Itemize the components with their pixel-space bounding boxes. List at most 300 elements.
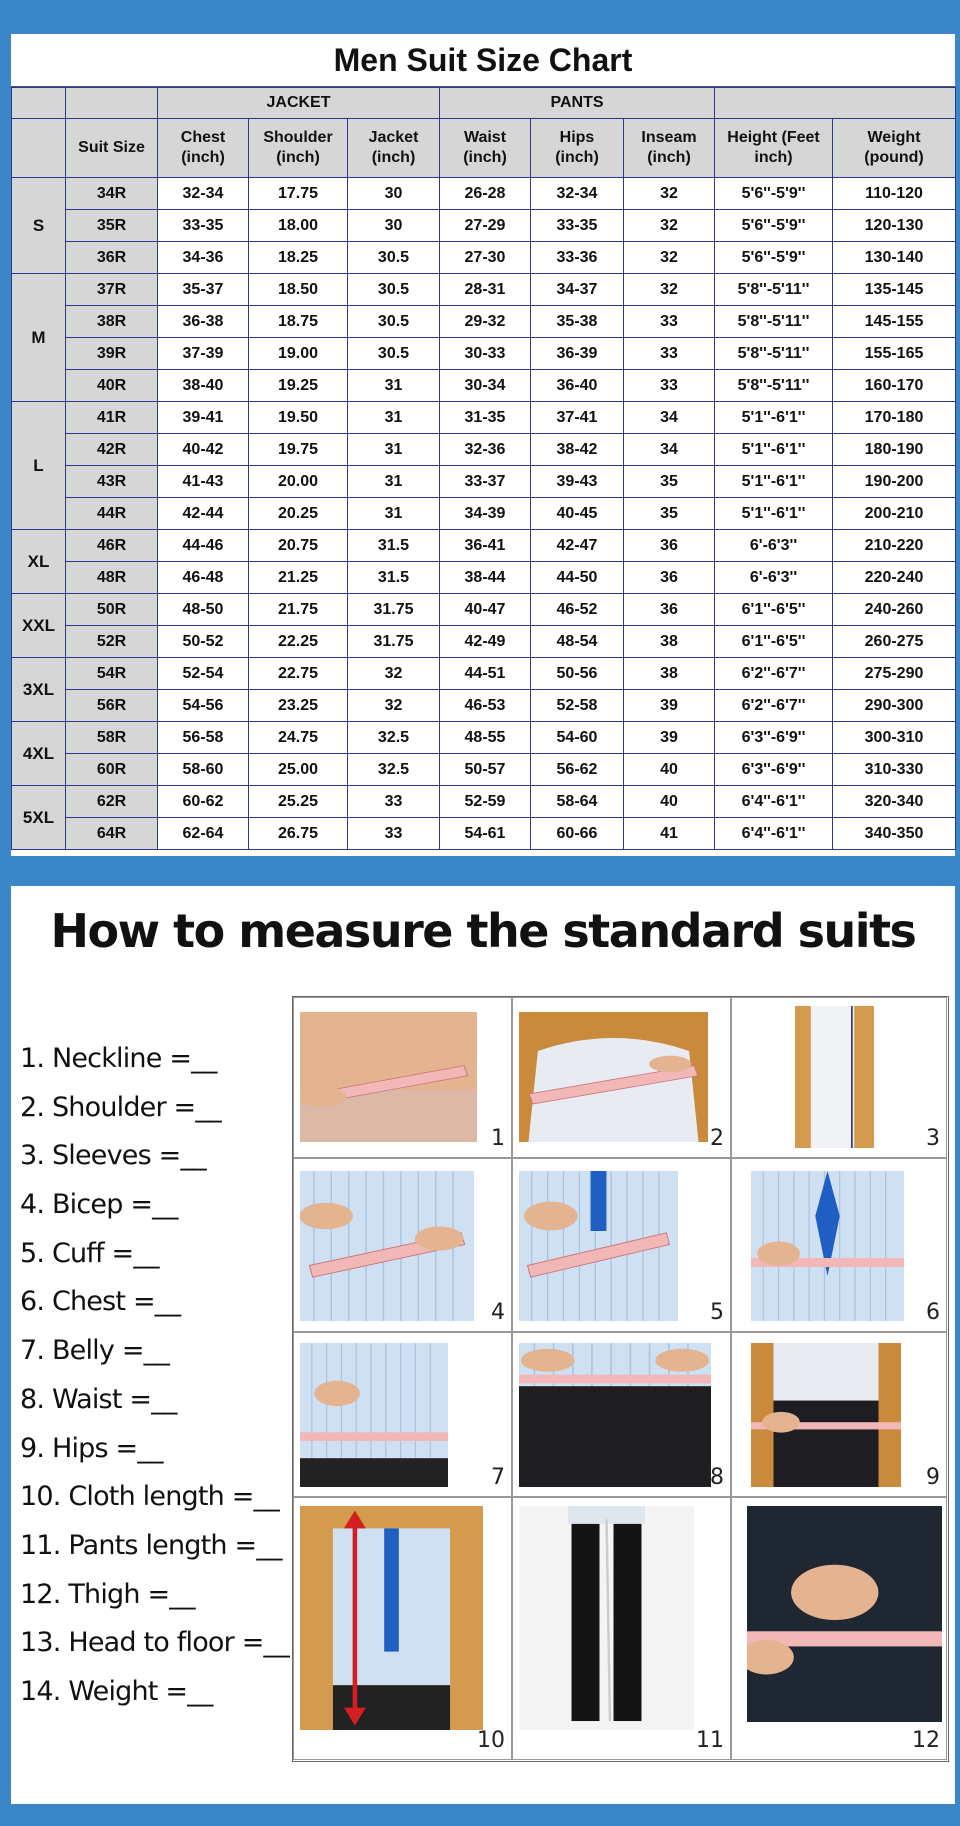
cell-height: 5'6''-5'9'': [715, 178, 833, 210]
cell-height: 6'1''-6'5'': [715, 594, 833, 626]
cell-hips: 50-56: [531, 658, 624, 690]
cell-height: 6'-6'3'': [715, 530, 833, 562]
cell-inseam: 35: [624, 466, 715, 498]
table-row: [12, 530, 956, 562]
photo-cell: [293, 1497, 512, 1760]
header-line: Jacket: [368, 129, 419, 146]
cell-chest: 40-42: [158, 434, 249, 466]
cell-shoulder: 17.75: [249, 178, 348, 210]
header-line: Weight: [867, 129, 921, 146]
table-row: [12, 658, 956, 690]
photo-cell: [293, 997, 512, 1158]
cell-inseam: 39: [624, 690, 715, 722]
cell-chest: 56-58: [158, 722, 249, 754]
cell-jacket-length: 30.5: [348, 338, 440, 370]
measurement-item: 14. Weight =__: [20, 1675, 213, 1707]
column-header-jacket: [348, 119, 440, 178]
cell-hips: 54-60: [531, 722, 624, 754]
cell-shoulder: 25.00: [249, 754, 348, 786]
column-header-waist: [440, 119, 531, 178]
pants-length-photo: [519, 1506, 694, 1730]
belly-photo: [300, 1343, 448, 1487]
cell-waist: 50-57: [440, 754, 531, 786]
header-line: Shoulder: [263, 129, 333, 146]
photo-number: 12: [912, 1728, 940, 1753]
column-header-suit-size: [66, 119, 158, 178]
cell-hips: 33-35: [531, 210, 624, 242]
cell-suit-size: 34R: [66, 178, 158, 210]
table-row: [12, 562, 956, 594]
cuff-photo: [519, 1171, 678, 1321]
cell-weight: 170-180: [833, 402, 956, 434]
cell-weight: 240-260: [833, 594, 956, 626]
table-row: [12, 754, 956, 786]
bicep-photo: [300, 1171, 474, 1321]
shoulder-photo: [519, 1012, 708, 1142]
cell-shoulder: 19.50: [249, 402, 348, 434]
cell-suit-size: 56R: [66, 690, 158, 722]
cell-jacket-length: 31: [348, 498, 440, 530]
cell-suit-size: 60R: [66, 754, 158, 786]
cell-shoulder: 23.25: [249, 690, 348, 722]
header-line: Hips: [559, 129, 595, 146]
size-group-label: XXL: [12, 594, 66, 658]
cell-suit-size: 46R: [66, 530, 158, 562]
cell-height: 6'4''-6'1'': [715, 818, 833, 850]
header-unit: inch): [754, 149, 793, 166]
measurement-photo-grid: [292, 996, 949, 1762]
column-header-blank: [12, 119, 66, 178]
table-row: [12, 786, 956, 818]
cell-chest: 42-44: [158, 498, 249, 530]
chest-photo: [751, 1171, 904, 1321]
cell-waist: 42-49: [440, 626, 531, 658]
size-group-label: 5XL: [12, 786, 66, 850]
photo-number: 9: [926, 1465, 940, 1490]
cell-suit-size: 64R: [66, 818, 158, 850]
cell-weight: 200-210: [833, 498, 956, 530]
cell-weight: 180-190: [833, 434, 956, 466]
cell-chest: 41-43: [158, 466, 249, 498]
cell-height: 5'1''-6'1'': [715, 434, 833, 466]
cell-jacket-length: 31: [348, 402, 440, 434]
photo-number: 2: [710, 1126, 724, 1151]
cell-waist: 44-51: [440, 658, 531, 690]
suit-size-label: Suit Size: [78, 139, 145, 156]
cell-waist: 26-28: [440, 178, 531, 210]
photo-number: 5: [710, 1300, 724, 1325]
photo-number: 11: [696, 1728, 724, 1753]
cell-height: 6'2''-6'7'': [715, 658, 833, 690]
cell-inseam: 38: [624, 626, 715, 658]
cell-waist: 30-33: [440, 338, 531, 370]
cell-height: 6'1''-6'5'': [715, 626, 833, 658]
cell-waist: 52-59: [440, 786, 531, 818]
table-row: [12, 690, 956, 722]
cell-shoulder: 19.75: [249, 434, 348, 466]
table-row: [12, 498, 956, 530]
column-header-weight: [833, 119, 956, 178]
measure-guide-panel: [11, 886, 955, 1804]
sleeves-photo: [795, 1006, 874, 1148]
cell-chest: 62-64: [158, 818, 249, 850]
cell-inseam: 40: [624, 786, 715, 818]
cell-hips: 36-40: [531, 370, 624, 402]
cell-jacket-length: 31.5: [348, 530, 440, 562]
cell-height: 6'4''-6'1'': [715, 786, 833, 818]
cell-height: 5'6''-5'9'': [715, 210, 833, 242]
cell-hips: 44-50: [531, 562, 624, 594]
size-chart-title: Men Suit Size Chart: [11, 34, 955, 87]
cell-hips: 40-45: [531, 498, 624, 530]
photo-cell: [731, 1332, 947, 1497]
photo-cell: [512, 1332, 731, 1497]
cell-weight: 300-310: [833, 722, 956, 754]
group-header-blank: [66, 88, 158, 119]
cell-height: 5'8''-5'11'': [715, 370, 833, 402]
cell-shoulder: 26.75: [249, 818, 348, 850]
cell-weight: 110-120: [833, 178, 956, 210]
cell-hips: 37-41: [531, 402, 624, 434]
cell-height: 6'3''-6'9'': [715, 754, 833, 786]
header-line: Height (Feet: [727, 129, 820, 146]
cell-height: 6'3''-6'9'': [715, 722, 833, 754]
cell-inseam: 34: [624, 434, 715, 466]
cell-inseam: 36: [624, 594, 715, 626]
size-group-label: 4XL: [12, 722, 66, 786]
cell-waist: 36-41: [440, 530, 531, 562]
measurement-item: 3. Sleeves =__: [20, 1140, 206, 1172]
waist-photo: [519, 1343, 711, 1487]
measurement-item: 8. Waist =__: [20, 1383, 177, 1415]
cell-waist: 40-47: [440, 594, 531, 626]
cell-height: 5'1''-6'1'': [715, 402, 833, 434]
cell-shoulder: 20.00: [249, 466, 348, 498]
cell-height: 5'1''-6'1'': [715, 466, 833, 498]
cell-chest: 34-36: [158, 242, 249, 274]
cell-jacket-length: 30.5: [348, 274, 440, 306]
cell-suit-size: 44R: [66, 498, 158, 530]
cell-waist: 27-30: [440, 242, 531, 274]
cell-suit-size: 39R: [66, 338, 158, 370]
group-header-blank: [715, 88, 956, 119]
photo-number: 10: [477, 1728, 505, 1753]
cell-chest: 32-34: [158, 178, 249, 210]
cell-hips: 38-42: [531, 434, 624, 466]
size-group-label: S: [12, 178, 66, 274]
header-unit: (inch): [371, 149, 416, 166]
table-row: [12, 626, 956, 658]
cell-waist: 30-34: [440, 370, 531, 402]
measurement-item: 2. Shoulder =__: [20, 1091, 221, 1123]
cell-waist: 31-35: [440, 402, 531, 434]
cell-weight: 135-145: [833, 274, 956, 306]
cell-hips: 33-36: [531, 242, 624, 274]
cell-suit-size: 36R: [66, 242, 158, 274]
cell-inseam: 36: [624, 562, 715, 594]
cell-waist: 38-44: [440, 562, 531, 594]
header-unit: (inch): [463, 149, 507, 166]
cell-shoulder: 19.00: [249, 338, 348, 370]
column-header-chest: [158, 119, 249, 178]
photo-cell: [512, 1158, 731, 1332]
cell-shoulder: 24.75: [249, 722, 348, 754]
cell-suit-size: 41R: [66, 402, 158, 434]
cell-jacket-length: 31.75: [348, 594, 440, 626]
header-unit: (inch): [647, 149, 691, 166]
column-header-inseam: [624, 119, 715, 178]
cell-shoulder: 18.50: [249, 274, 348, 306]
cell-inseam: 32: [624, 242, 715, 274]
cell-shoulder: 19.25: [249, 370, 348, 402]
header-line: Chest: [180, 129, 226, 146]
table-row: [12, 242, 956, 274]
table-row: [12, 466, 956, 498]
cell-inseam: 36: [624, 530, 715, 562]
table-row: [12, 594, 956, 626]
cell-weight: 310-330: [833, 754, 956, 786]
cell-inseam: 33: [624, 370, 715, 402]
size-chart-table: [11, 87, 956, 850]
table-row: [12, 338, 956, 370]
photo-number: 7: [491, 1465, 505, 1490]
cell-weight: 260-275: [833, 626, 956, 658]
cell-height: 6'2''-6'7'': [715, 690, 833, 722]
size-chart-panel: [11, 34, 955, 856]
measurement-item: 5. Cuff =__: [20, 1237, 159, 1269]
cell-suit-size: 54R: [66, 658, 158, 690]
cell-waist: 29-32: [440, 306, 531, 338]
cell-jacket-length: 32.5: [348, 722, 440, 754]
header-unit: (inch): [181, 149, 225, 166]
cell-jacket-length: 32: [348, 658, 440, 690]
cell-waist: 34-39: [440, 498, 531, 530]
photo-cell: [731, 1158, 947, 1332]
cell-height: 5'8''-5'11'': [715, 306, 833, 338]
cell-shoulder: 20.75: [249, 530, 348, 562]
cell-jacket-length: 30: [348, 210, 440, 242]
cell-shoulder: 21.25: [249, 562, 348, 594]
cell-waist: 33-37: [440, 466, 531, 498]
cell-chest: 36-38: [158, 306, 249, 338]
cell-jacket-length: 32: [348, 690, 440, 722]
pants-group-header: PANTS: [440, 88, 715, 119]
cell-jacket-length: 31: [348, 370, 440, 402]
cell-hips: 60-66: [531, 818, 624, 850]
photo-cell: [293, 1332, 512, 1497]
photo-number: 1: [491, 1126, 505, 1151]
cell-hips: 42-47: [531, 530, 624, 562]
cell-chest: 52-54: [158, 658, 249, 690]
cell-hips: 56-62: [531, 754, 624, 786]
cell-waist: 32-36: [440, 434, 531, 466]
cell-weight: 210-220: [833, 530, 956, 562]
column-header-height: [715, 119, 833, 178]
cell-hips: 35-38: [531, 306, 624, 338]
table-row: [12, 434, 956, 466]
cell-chest: 38-40: [158, 370, 249, 402]
cell-hips: 52-58: [531, 690, 624, 722]
cell-chest: 48-50: [158, 594, 249, 626]
cell-suit-size: 38R: [66, 306, 158, 338]
cell-waist: 46-53: [440, 690, 531, 722]
cell-waist: 48-55: [440, 722, 531, 754]
cell-hips: 58-64: [531, 786, 624, 818]
cell-jacket-length: 30.5: [348, 306, 440, 338]
table-row: [12, 274, 956, 306]
measurement-item: 4. Bicep =__: [20, 1189, 178, 1221]
measurement-item: 11. Pants length =__: [20, 1529, 282, 1561]
header-line: Waist: [463, 129, 507, 146]
cell-weight: 275-290: [833, 658, 956, 690]
hips-photo: [751, 1343, 901, 1487]
size-group-label: 3XL: [12, 658, 66, 722]
photo-cell: [293, 1158, 512, 1332]
cell-inseam: 38: [624, 658, 715, 690]
column-header-hips: [531, 119, 624, 178]
cell-weight: 145-155: [833, 306, 956, 338]
header-unit: (pound): [864, 149, 924, 166]
cell-chest: 60-62: [158, 786, 249, 818]
photo-cell: [731, 997, 947, 1158]
cell-shoulder: 20.25: [249, 498, 348, 530]
cell-inseam: 40: [624, 754, 715, 786]
table-row: [12, 370, 956, 402]
cell-suit-size: 50R: [66, 594, 158, 626]
cell-chest: 37-39: [158, 338, 249, 370]
cell-inseam: 33: [624, 306, 715, 338]
cell-weight: 220-240: [833, 562, 956, 594]
cell-hips: 46-52: [531, 594, 624, 626]
cell-weight: 320-340: [833, 786, 956, 818]
cell-suit-size: 40R: [66, 370, 158, 402]
cell-jacket-length: 31: [348, 434, 440, 466]
table-row: [12, 818, 956, 850]
cell-hips: 34-37: [531, 274, 624, 306]
cell-suit-size: 43R: [66, 466, 158, 498]
cell-shoulder: 21.75: [249, 594, 348, 626]
measurement-item: 1. Neckline =__: [20, 1043, 217, 1074]
cell-chest: 58-60: [158, 754, 249, 786]
measurement-item: 6. Chest =__: [20, 1286, 181, 1318]
measurement-item: 10. Cloth length =__: [20, 1481, 279, 1513]
cell-jacket-length: 32.5: [348, 754, 440, 786]
column-header-row: [12, 119, 956, 178]
cell-inseam: 41: [624, 818, 715, 850]
cell-weight: 155-165: [833, 338, 956, 370]
cell-hips: 32-34: [531, 178, 624, 210]
cell-weight: 290-300: [833, 690, 956, 722]
cell-jacket-length: 33: [348, 818, 440, 850]
header-unit: (inch): [276, 149, 320, 166]
size-group-label: XL: [12, 530, 66, 594]
cell-weight: 130-140: [833, 242, 956, 274]
photo-cell: [512, 997, 731, 1158]
table-row: [12, 722, 956, 754]
cell-jacket-length: 31.75: [348, 626, 440, 658]
photo-number: 6: [926, 1300, 940, 1325]
cell-hips: 48-54: [531, 626, 624, 658]
cell-chest: 46-48: [158, 562, 249, 594]
measurement-item: 12. Thigh =__: [20, 1578, 195, 1610]
photo-cell: [512, 1497, 731, 1760]
size-group-label: L: [12, 402, 66, 530]
cell-suit-size: 62R: [66, 786, 158, 818]
size-chart-body: [12, 178, 956, 850]
cell-inseam: 34: [624, 402, 715, 434]
table-row: [12, 178, 956, 210]
photo-number: 4: [491, 1300, 505, 1325]
cell-chest: 50-52: [158, 626, 249, 658]
cell-height: 5'6''-5'9'': [715, 242, 833, 274]
table-row: [12, 210, 956, 242]
size-group-label: M: [12, 274, 66, 402]
cell-chest: 54-56: [158, 690, 249, 722]
cell-suit-size: 35R: [66, 210, 158, 242]
header-unit: (inch): [555, 149, 599, 166]
measurement-item: 7. Belly =__: [20, 1335, 170, 1367]
photo-number: 3: [926, 1126, 940, 1151]
cell-waist: 27-29: [440, 210, 531, 242]
cell-shoulder: 18.75: [249, 306, 348, 338]
cell-shoulder: 25.25: [249, 786, 348, 818]
cell-inseam: 39: [624, 722, 715, 754]
header-line: Inseam: [641, 129, 697, 146]
measure-guide-title: How to measure the standard suits: [50, 904, 916, 958]
cell-height: 5'8''-5'11'': [715, 274, 833, 306]
thigh-photo: [747, 1506, 942, 1722]
cell-weight: 120-130: [833, 210, 956, 242]
cell-jacket-length: 30.5: [348, 242, 440, 274]
cell-weight: 160-170: [833, 370, 956, 402]
cell-chest: 35-37: [158, 274, 249, 306]
column-header-shoulder: [249, 119, 348, 178]
neckline-photo: [300, 1012, 477, 1142]
table-row: [12, 306, 956, 338]
cell-inseam: 35: [624, 498, 715, 530]
cell-jacket-length: 30: [348, 178, 440, 210]
cell-shoulder: 22.25: [249, 626, 348, 658]
cell-chest: 44-46: [158, 530, 249, 562]
cell-height: 5'1''-6'1'': [715, 498, 833, 530]
cell-shoulder: 22.75: [249, 658, 348, 690]
cell-inseam: 32: [624, 210, 715, 242]
table-row: [12, 402, 956, 434]
cloth-length-photo: [300, 1506, 483, 1730]
cell-waist: 28-31: [440, 274, 531, 306]
group-header-row: [12, 88, 956, 119]
cell-shoulder: 18.25: [249, 242, 348, 274]
cell-hips: 36-39: [531, 338, 624, 370]
cell-inseam: 32: [624, 274, 715, 306]
cell-suit-size: 42R: [66, 434, 158, 466]
cell-weight: 190-200: [833, 466, 956, 498]
cell-height: 5'8''-5'11'': [715, 338, 833, 370]
photo-cell: [731, 1497, 947, 1760]
cell-hips: 39-43: [531, 466, 624, 498]
measurement-item: 9. Hips =__: [20, 1432, 163, 1464]
cell-chest: 33-35: [158, 210, 249, 242]
cell-jacket-length: 31.5: [348, 562, 440, 594]
photo-number: 8: [710, 1465, 724, 1490]
cell-weight: 340-350: [833, 818, 956, 850]
cell-shoulder: 18.00: [249, 210, 348, 242]
measurement-item: 13. Head to floor =__: [20, 1627, 289, 1659]
cell-chest: 39-41: [158, 402, 249, 434]
cell-suit-size: 48R: [66, 562, 158, 594]
cell-suit-size: 37R: [66, 274, 158, 306]
cell-suit-size: 58R: [66, 722, 158, 754]
